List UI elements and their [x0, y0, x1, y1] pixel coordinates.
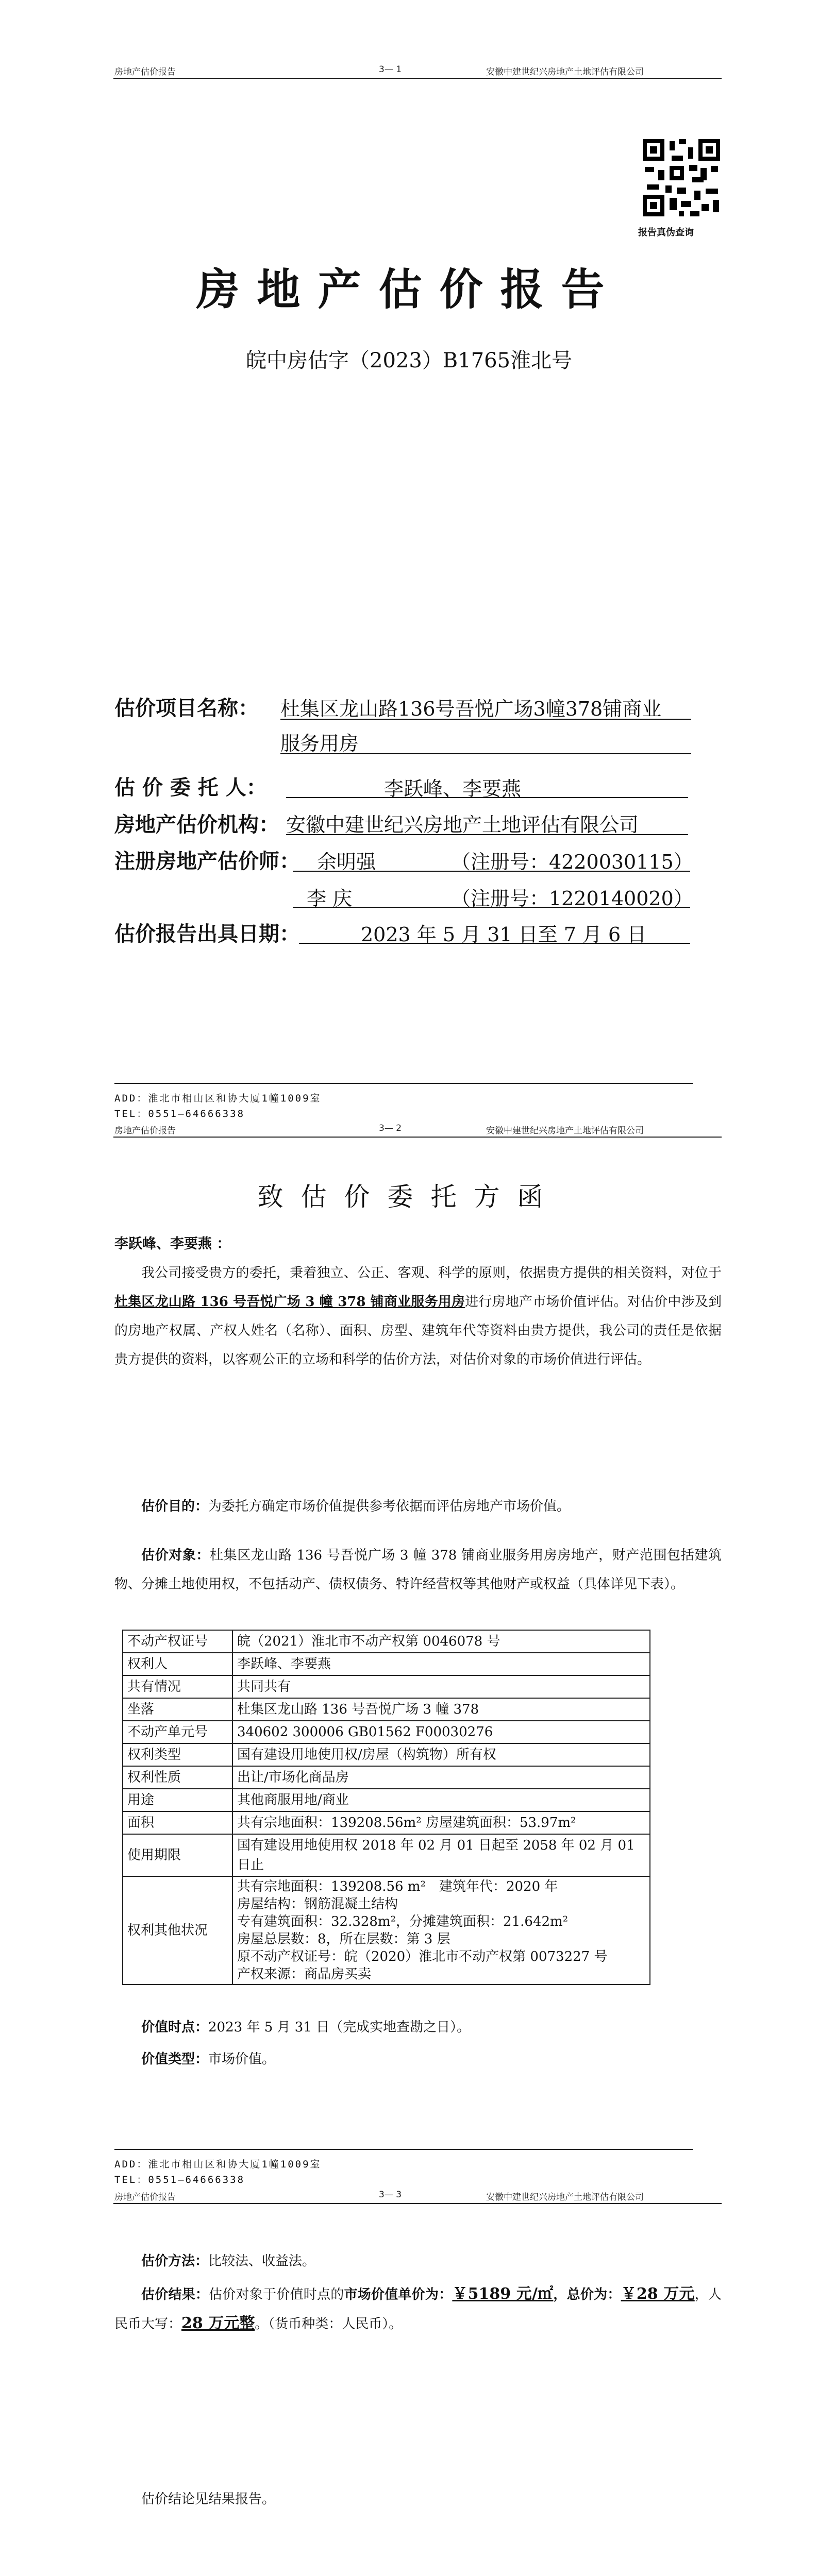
footer-rule	[114, 2149, 693, 2150]
appraiser2-name: 李 庆	[307, 887, 353, 910]
client-value: 李跃峰、李要燕	[384, 777, 522, 800]
other-line: 共有宗地面积：139208.56 m² 建筑年代：2020 年	[237, 1879, 558, 1894]
appraiser-label: 注册房地产估价师：	[114, 849, 300, 873]
underline	[293, 871, 690, 872]
underline	[293, 907, 690, 908]
table-key: 用途	[123, 1789, 232, 1811]
project-value-line2: 服务用房	[280, 732, 359, 755]
page-header-right: 安徽中建世纪兴房地产土地评估有限公司	[486, 1126, 644, 1136]
p1-property: 杜集区龙山路 136 号吾悦广场 3 幢 378 铺商业服务用房	[114, 1294, 465, 1310]
other-line: 房屋结构：钢筋混凝土结构	[237, 1896, 398, 1912]
table-key: 坐落	[123, 1698, 232, 1721]
qr-code[interactable]	[643, 139, 720, 216]
result-text-b: ，人民币大写：	[114, 2287, 722, 2332]
table-row	[123, 1653, 650, 1675]
table-value: 共有宗地面积：139208.56m² 房屋建筑面积：53.97m²	[232, 1811, 650, 1834]
agency-label: 房地产估价机构：	[114, 812, 279, 837]
value-time-label: 价值时点：	[141, 2020, 209, 2035]
table-value: 国有建设用地使用权/房屋（构筑物）所有权	[232, 1743, 650, 1766]
table-value: 340602 300006 GB01562 F00030276	[232, 1721, 650, 1743]
page-header-right: 安徽中建世纪兴房地产土地评估有限公司	[486, 67, 644, 77]
table-key: 共有情况	[123, 1675, 232, 1698]
method-label: 估价方法：	[141, 2253, 209, 2269]
project-value-line1: 杜集区龙山路136号吾悦广场3幢378铺商业	[280, 698, 662, 720]
table-value: 共同共有	[232, 1675, 650, 1698]
table-value: 国有建设用地使用权 2018 年 02 月 01 日起至 2058 年 02 月 01 日止	[232, 1834, 650, 1876]
other-line: 房屋总层数：8，所在层数：第 3 层	[237, 1931, 450, 1947]
date-value: 2023 年 5 月 31 日至 7 月 6 日	[361, 923, 647, 946]
table-row	[123, 1743, 650, 1766]
table-value: 其他商服用地/商业	[232, 1789, 650, 1811]
footer-tel: TEL：0551—64666338	[114, 2174, 245, 2185]
addressee: 李跃峰、李要燕 ：	[114, 1236, 231, 1252]
underline	[280, 753, 691, 754]
footer-rule	[114, 1083, 693, 1084]
method-value: 比较法、收益法。	[208, 2253, 316, 2269]
table-row	[123, 1834, 650, 1876]
result-text-c: 。（货币种类：人民币）。	[255, 2316, 403, 2332]
client-label: 估 价 委 托 人：	[114, 775, 267, 800]
result-unit-label: 市场价值单价为：	[344, 2287, 453, 2302]
appraiser1-reg: （注册号：4220030115）	[451, 851, 693, 873]
header-rule	[113, 2203, 722, 2204]
table-row	[123, 1698, 650, 1721]
value-time-value: 2023 年 5 月 31 日（完成实地查勘之日）。	[208, 2020, 471, 2035]
result-total-label: ，总价为：	[553, 2287, 621, 2302]
table-row	[123, 1789, 650, 1811]
footer-address: ADD：淮北市相山区和协大厦1幢1009室	[114, 1093, 322, 1104]
table-key: 权利类型	[123, 1743, 232, 1766]
table-row	[123, 1876, 650, 1985]
method-paragraph	[114, 2247, 722, 2276]
table-key: 使用期限	[123, 1834, 232, 1876]
table-row	[123, 1766, 650, 1789]
p1-text-c: 进行房地产市场价值评估。对估价中涉及到的房地产权属、产权人姓名（名称）、面积、房型、建筑年代等资料由贵方提供，我公司的责任是依据贵方提供的资料，以客观公正的立场和科学的估价方法，对估价对象的市场价值进行评估。	[114, 1294, 722, 1367]
table-key: 不动产权证号	[123, 1630, 232, 1653]
purpose-paragraph	[114, 1492, 722, 1521]
table-key: 面积	[123, 1811, 232, 1834]
table-value: 出让/市场化商品房	[232, 1766, 650, 1789]
footer-address: ADD：淮北市相山区和协大厦1幢1009室	[114, 2159, 322, 2170]
page-header-number: 3— 2	[379, 1123, 402, 1133]
table-value: 皖（2021）淮北市不动产权第 0046078 号	[232, 1630, 650, 1653]
underline	[286, 797, 688, 798]
project-label: 估价项目名称：	[114, 696, 259, 720]
table-key: 权利人	[123, 1653, 232, 1675]
page-header-left: 房地产估价报告	[114, 1126, 176, 1136]
property-info-table	[122, 1630, 650, 1985]
letter-paragraph-1	[114, 1259, 722, 1374]
table-row	[123, 1811, 650, 1834]
result-words: 28 万元整	[181, 2314, 255, 2332]
underline	[280, 719, 691, 720]
table-row	[123, 1675, 650, 1698]
other-line: 专有建筑面积：32.328m²，分摊建筑面积：21.642m²	[237, 1914, 569, 1929]
value-type-value: 市场价值。	[208, 2052, 276, 2067]
result-label: 估价结果：	[141, 2287, 209, 2302]
result-text-a: 估价对象于价值时点的	[209, 2287, 344, 2302]
value-type-label: 价值类型：	[141, 2052, 209, 2067]
object-paragraph	[114, 1541, 722, 1599]
date-label: 估价报告出具日期：	[114, 922, 300, 946]
page-header-number: 3— 3	[379, 2190, 402, 2200]
page-header-number: 3— 1	[379, 64, 402, 75]
purpose-value: 为委托方确定市场价值提供参考依据而评估房地产市场价值。	[208, 1499, 571, 1514]
value-type-paragraph	[114, 2045, 722, 2074]
table-value	[232, 1876, 650, 1985]
page-header-left: 房地产估价报告	[114, 2192, 176, 2202]
table-value: 李跃峰、李要燕	[232, 1653, 650, 1675]
table-row	[123, 1721, 650, 1743]
result-paragraph	[114, 2280, 722, 2338]
letter-title: 致估价委托方函	[257, 1182, 561, 1212]
other-line: 原不动产权证号：皖（2020）淮北市不动产权第 0073227 号	[237, 1949, 608, 1964]
header-rule	[113, 78, 722, 79]
agency-value: 安徽中建世纪兴房地产土地评估有限公司	[286, 814, 639, 836]
result-total: ￥28 万元	[621, 2285, 695, 2303]
object-label: 估价对象：	[141, 1548, 210, 1563]
appraiser2-reg: （注册号：1220140020）	[451, 887, 693, 910]
page-header-right: 安徽中建世纪兴房地产土地评估有限公司	[486, 2192, 644, 2202]
header-rule	[113, 1137, 722, 1138]
report-number: 皖中房估字（2023）B1765淮北号	[246, 349, 572, 372]
qr-caption: 报告真伪查询	[638, 227, 694, 238]
appraiser1-name: 余明强	[317, 851, 376, 873]
table-key: 权利性质	[123, 1766, 232, 1789]
table-key: 不动产单元号	[123, 1721, 232, 1743]
page-header-left: 房地产估价报告	[114, 67, 176, 77]
detail-note	[114, 2485, 722, 2514]
footer-tel: TEL：0551—64666338	[114, 1108, 245, 1120]
p1-text-a: 我公司接受贵方的委托，秉着独立、公正、客观、科学的原则，依据贵方提供的相关资料，对位于	[141, 1265, 722, 1281]
result-unit-price: ￥5189 元/㎡	[452, 2285, 554, 2303]
report-title: 房地产估价报告	[196, 264, 622, 315]
value-time-paragraph	[114, 2013, 722, 2042]
table-value: 杜集区龙山路 136 号吾悦广场 3 幢 378	[232, 1698, 650, 1721]
other-line: 产权来源：商品房买卖	[237, 1967, 372, 1982]
table-row	[123, 1630, 650, 1653]
underline	[299, 943, 690, 944]
underline	[286, 834, 688, 835]
purpose-label: 估价目的：	[141, 1499, 209, 1514]
detail-note-text: 估价结论见结果报告。	[141, 2492, 276, 2507]
table-key: 权利其他状况	[123, 1876, 232, 1985]
object-value: 杜集区龙山路 136 号吾悦广场 3 幢 378 铺商业服务用房房地产，财产范围包括建筑物、分摊土地使用权，不包括动产、债权债务、特许经营权等其他财产或权益（具体详见下表）。	[114, 1548, 722, 1592]
